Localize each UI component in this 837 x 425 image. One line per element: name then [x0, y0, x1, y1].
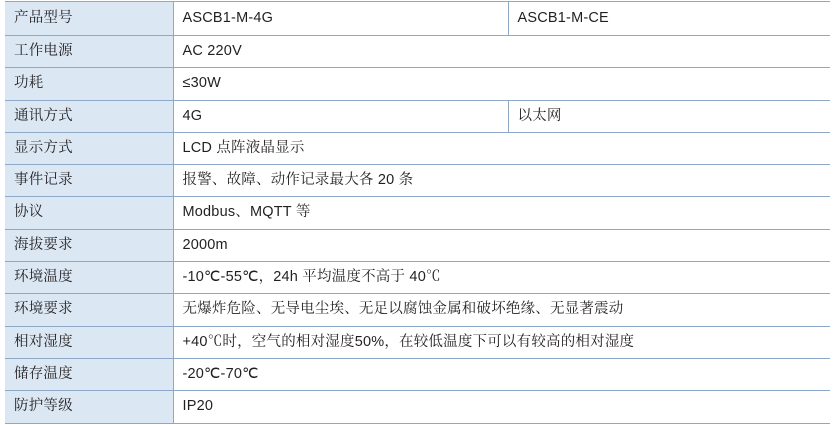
row-label: 事件记录: [5, 165, 173, 197]
row-label: 功耗: [5, 68, 173, 100]
row-label: 环境要求: [5, 294, 173, 326]
row-value-primary: 4G: [173, 100, 508, 132]
row-value-primary: 无爆炸危险、无导电尘埃、无足以腐蚀金属和破坏绝缘、无显著震动: [173, 294, 830, 326]
specification-table: [5, 1, 830, 424]
row-label: 防护等级: [5, 391, 173, 423]
row-value-primary: LCD 点阵液晶显示: [173, 132, 830, 164]
table-row: [5, 294, 830, 326]
row-label: 海拔要求: [5, 229, 173, 261]
row-value-primary: 报警、故障、动作记录最大各 20 条: [173, 165, 830, 197]
row-value-secondary: 以太网: [508, 100, 830, 132]
row-value-primary: ≤30W: [173, 68, 830, 100]
row-value-primary: 2000m: [173, 229, 830, 261]
table-row: [5, 132, 830, 164]
table-row: [5, 197, 830, 229]
row-label: 工作电源: [5, 36, 173, 68]
row-value-primary: Modbus、MQTT 等: [173, 197, 830, 229]
table-row: [5, 391, 830, 423]
row-value-primary: -10℃-55℃，24h 平均温度不高于 40℃: [173, 262, 830, 294]
table-row: [5, 262, 830, 294]
table-row: [5, 100, 830, 132]
table-row: [5, 2, 830, 36]
row-value-secondary: ASCB1-M-CE: [508, 2, 830, 36]
row-label: 协议: [5, 197, 173, 229]
table-row: [5, 165, 830, 197]
row-label: 通讯方式: [5, 100, 173, 132]
row-value-primary: AC 220V: [173, 36, 830, 68]
row-label: 储存温度: [5, 358, 173, 390]
row-label: 产品型号: [5, 2, 173, 36]
table-row: [5, 36, 830, 68]
row-label: 显示方式: [5, 132, 173, 164]
table-row: [5, 358, 830, 390]
table-row: [5, 68, 830, 100]
row-label: 相对湿度: [5, 326, 173, 358]
row-value-primary: IP20: [173, 391, 830, 423]
table-row: [5, 326, 830, 358]
table-row: [5, 229, 830, 261]
row-value-primary: ASCB1-M-4G: [173, 2, 508, 36]
row-value-primary: +40℃时，空气的相对湿度50%，在较低温度下可以有较高的相对湿度: [173, 326, 830, 358]
row-label: 环境温度: [5, 262, 173, 294]
table-body: [5, 2, 830, 424]
row-value-primary: -20℃-70℃: [173, 358, 830, 390]
